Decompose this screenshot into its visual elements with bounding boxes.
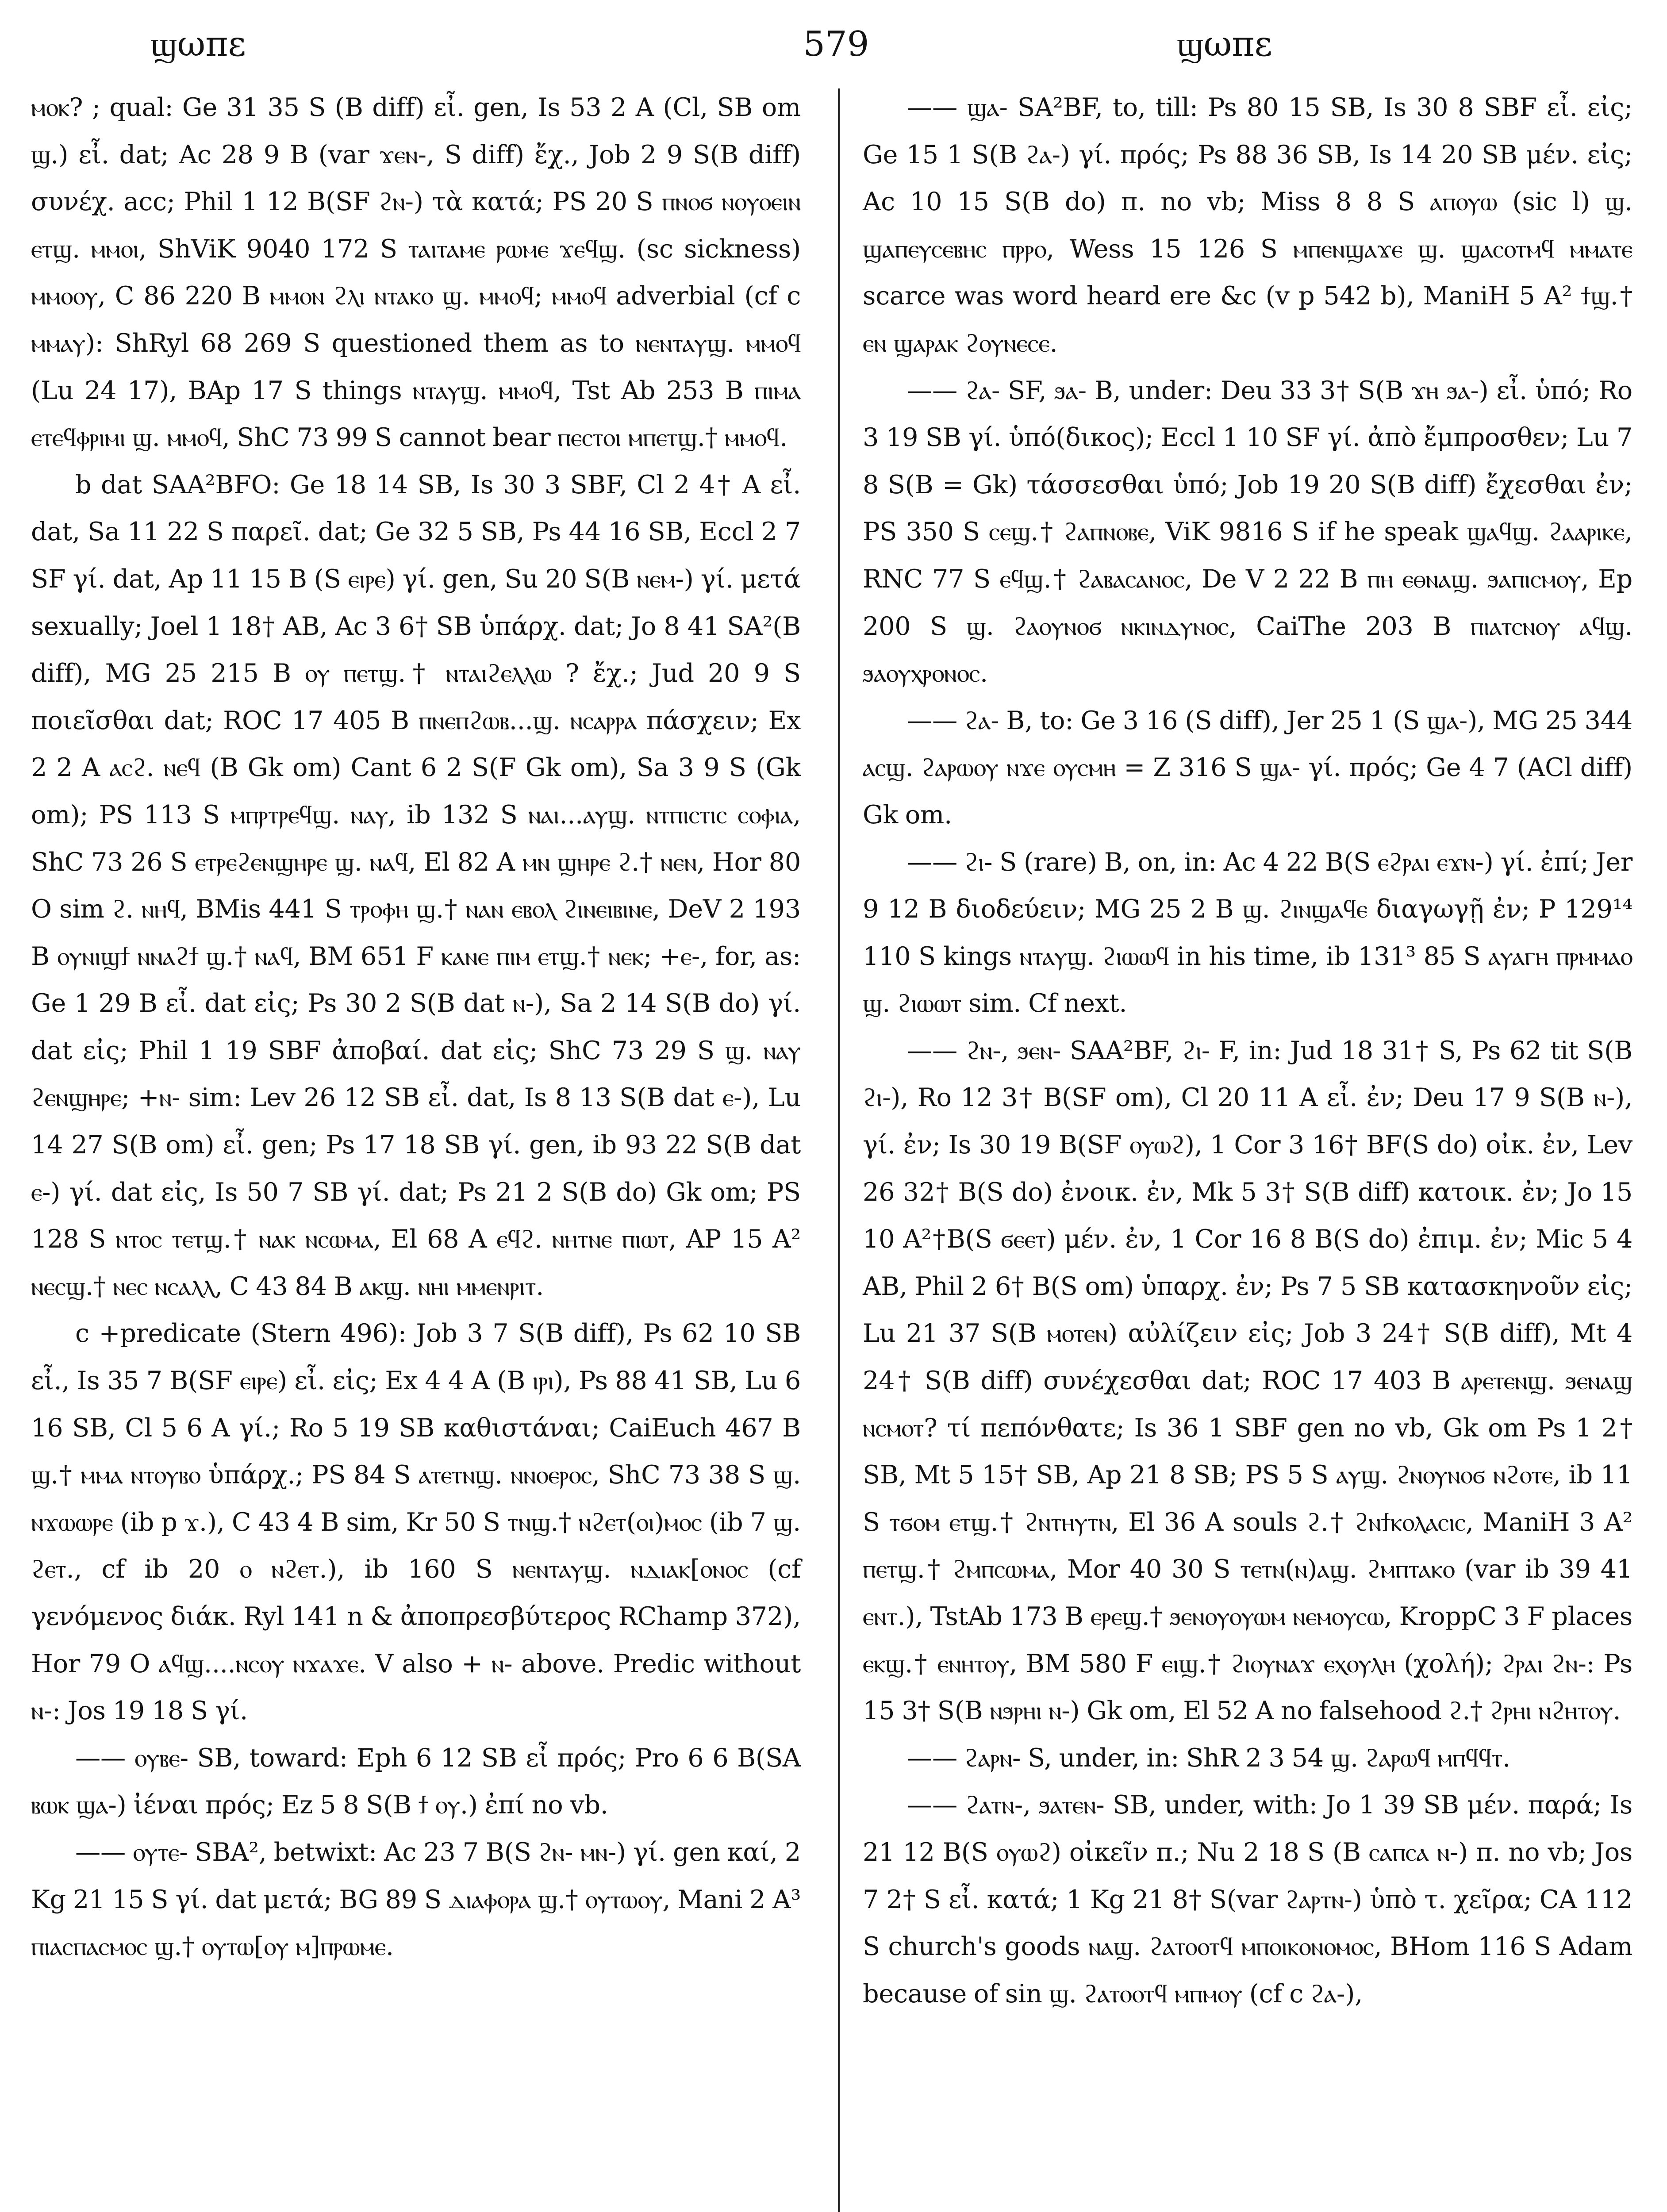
entry-paragraph: c +predicate (Stern 496): Job 3 7 S(B diff), Ps 62 10 SB εἶ., Is 35 7 B(SF ⲉⲓⲣⲉ) εἶ. εἰς; Ex 4 4 A (B ⲓⲣⲓ), Ps 88 41 SB, Lu 6 16 SB, Cl 5 6 A γί.; Ro 5 19 SB καθιστάναι; CaiEuch 467 B ϣ.† ⲙⲙⲁ ⲛⲧⲟⲩⲃⲟ ὑπάρχ.; PS 84 S ⲁⲧⲉⲧⲛϣ. ⲛⲛⲟⲉⲣⲟⲥ, ShC 73 38 S ϣ. ⲛϫⲱⲱⲣⲉ (ib p ϫ.), C 43 4 B sim, Kr 50 S ⲧⲛϣ.† ⲛϩⲉⲧ(ⲟⲓ)ⲙⲟⲥ (ib 7 ϣ. ϩⲉⲧ., cf ib 20 ⲟ ⲛϩⲉⲧ.), ib 160 S ⲛⲉⲛⲧⲁⲩϣ. ⲛⲇⲓⲁⲕ[ⲟⲛⲟⲥ (cf γενόμενος διάκ. Ryl 141 n & ἀποπρεσβύτερος RChamp 372), Hor 79 O ⲁϥϣ....ⲛⲥⲟⲩ ⲛϫⲁϫⲉ. V also + ⲛ- above. Predic without ⲛ-: Jos 19 18 S γί. <box>31 1318 801 1726</box>
column-divider <box>838 88 840 2212</box>
entry-paragraph: —— ϩⲁ- B, to: Ge 3 16 (S diff), Jer 25 1 (S ϣⲁ-), MG 25 344 ⲁⲥϣ. ϩⲁⲣⲱⲟⲩ ⲛϫⲉ ⲟⲩⲥⲙⲏ = Z 316 S ϣⲁ- γί. πρός; Ge 4 7 (ACl diff) Gk om. <box>863 705 1632 830</box>
entry-paragraph: —— ⲟⲩⲃⲉ- SB, toward: Eph 6 12 SB εἶ πρός; Pro 6 6 B(SA ⲃⲱⲕ ϣⲁ-) ἰέναι πρός; Ez 5 8 S(B ϯ ⲟⲩ.) ἐπί no vb. <box>31 1743 801 1820</box>
entry-paragraph: —— ϩⲓ- S (rare) B, on, in: Ac 4 22 B(S ⲉϩⲣⲁⲓ ⲉϫⲛ-) γί. ἐπί; Jer 9 12 B διοδεύειν; MG 25 2 B ϣ. ϩⲓⲛϣⲁϥⲉ διαγωγῇ ἐν; P 129¹⁴ 110 S kings ⲛⲧⲁⲩϣ. ϩⲓⲱⲱϥ in his time, ib 131³ 85 S ⲁⲩⲁⲅⲏ ⲡⲣⲙⲙⲁⲟ ϣ. ϩⲓⲱⲱⲧ sim. Cf next. <box>863 847 1632 1018</box>
right-column <box>863 84 1632 2017</box>
entry-paragraph: —— ϩⲁ- SF, ϧⲁ- B, under: Deu 33 3† S(B ϫⲏ ϧⲁ-) εἶ. ὑπό; Ro 3 19 SB γί. ὑπό(δικος); Eccl 1 10 SF γί. ἀπὸ ἔμπροσθεν; Lu 7 8 S(B = Gk) τάσσεσθαι ὑπό; Job 19 20 S(B diff) ἔχεσθαι ἐν; PS 350 S ⲥⲉϣ.† ϩⲁⲡⲛⲟⲃⲉ, ViK 9816 S if he speak ϣⲁϥϣ. ϩⲁⲁⲣⲓⲕⲉ, RNC 77 S ⲉϥϣ.† ϩⲁⲃⲁⲥⲁⲛⲟⲥ, De V 2 22 B ⲡⲏ ⲉⲑⲛⲁϣ. ϧⲁⲡⲓⲥⲙⲟⲩ, Ep 200 S ϣ. ϩⲁⲟⲩⲛⲟϭ ⲛⲕⲓⲛⲇⲩⲛⲟⲥ, CaiThe 203 B ⲡⲓⲁⲧⲥⲛⲟⲩ ⲁϥϣ. ϧⲁⲟⲩⲭⲣⲟⲛⲟⲥ. <box>863 375 1632 688</box>
running-head-right: ϣωπε <box>1177 24 1272 64</box>
running-head-left: ϣωπε <box>150 24 246 64</box>
entry-paragraph: —— ϩⲁⲧⲛ-, ϧⲁⲧⲉⲛ- SB, under, with: Jo 1 39 SB μέν. παρά; Is 21 12 B(S ⲟⲩⲱϩ) οἰκεῖν π.; Nu 2 18 S (B ⲥⲁⲡⲥⲁ ⲛ-) π. no vb; Jos 7 2† S εἶ. κατά; 1 Kg 21 8† S(var ϩⲁⲣⲧⲛ-) ὑπὸ τ. χεῖρα; CA 112 S church's goods ⲛⲁϣ. ϩⲁⲧⲟⲟⲧϥ ⲙⲡⲟⲓⲕⲟⲛⲟⲙⲟⲥ, BHom 116 S Adam because of sin ϣ. ϩⲁⲧⲟⲟⲧϥ ⲙⲡⲙⲟⲩ (cf c ϩⲁ-), <box>863 1790 1632 2008</box>
entry-paragraph: —— ϣⲁ- SA²BF, to, till: Ps 80 15 SB, Is 30 8 SBF εἶ. εἰς; Ge 15 1 S(B ϩⲁ-) γί. πρός; Ps 88 36 SB, Is 14 20 SB μέν. εἰς; Ac 10 15 S(B do) π. no vb; Miss 8 8 S ⲁⲡⲟⲩⲱ (sic l) ϣ. ϣⲁⲡⲉⲩⲥⲉⲃⲏⲥ ⲡⲣⲣⲟ, Wess 15 126 S ⲙⲡⲉⲛϣⲁϫⲉ ϣ. ϣⲁⲥⲟⲧⲙϥ ⲙⲙⲁⲧⲉ scarce was word heard ere &c (v p 542 b), ManiH 5 A² ϯϣ.† ⲉⲛ ϣⲁⲣⲁⲕ ϩⲟⲩⲛⲉⲥⲉ. <box>863 92 1632 358</box>
entry-paragraph: —— ⲟⲩⲧⲉ- SBA², betwixt: Ac 23 7 B(S ϩⲛ- ⲙⲛ-) γί. gen καί, 2 Kg 21 15 S γί. dat μετά; BG 89 S ⲇⲓⲁⲫⲟⲣⲁ ϣ.† ⲟⲩⲧⲱⲟⲩ, Mani 2 A³ ⲡⲓⲁⲥⲡⲁⲥⲙⲟⲥ ϣ.† ⲟⲩⲧⲱ[ⲟⲩ ⲙ]ⲡⲣⲱⲙⲉ. <box>31 1837 801 1962</box>
entry-paragraph: b dat SAA²BFO: Ge 18 14 SB, Is 30 3 SBF, Cl 2 4† A εἶ. dat, Sa 11 22 S παρεῖ. dat; Ge 32 5 SB, Ps 44 16 SB, Eccl 2 7 SF γί. dat, Ap 11 15 B (S ⲉⲓⲣⲉ) γί. gen, Su 20 S(B ⲛⲉⲙ-) γί. μετά sexually; Joel 1 18† AB, Ac 3 6† SB ὑπάρχ. dat; Jo 8 41 SA²(B diff), MG 25 215 B ⲟⲩ ⲡⲉⲧϣ.† ⲛⲧⲁⲓϩⲉⲗⲗⲱ ? ἔχ.; Jud 20 9 S ποιεῖσθαι dat; ROC 17 405 B ⲡⲛⲉⲡϩⲱⲃ...ϣ. ⲛⲥⲁⲣⲣⲁ πάσχειν; Ex 2 2 A ⲁⲥϩ. ⲛⲉϥ (B Gk om) Cant 6 2 S(F Gk om), Sa 3 9 S (Gk om); PS 113 S ⲙⲡⲣⲧⲣⲉϥϣ. ⲛⲁⲩ, ib 132 S ⲛⲁⲓ...ⲁⲩϣ. ⲛⲧⲡⲓⲥⲧⲓⲥ ⲥⲟⲫⲓⲁ, ShC 73 26 S ⲉⲧⲣⲉϩⲉⲛϣⲏⲣⲉ ϣ. ⲛⲁϥ, El 82 A ⲙⲛ ϣⲏⲣⲉ ϩ.† ⲛⲉⲛ, Hor 80 O sim ϩ. ⲛⲏϥ, BMis 441 S ⲧⲣⲟⲫⲏ ϣ.† ⲛⲁⲛ ⲉⲃⲟⲗ ϩⲓⲛⲉⲓⲃⲓⲛⲉ, DeV 2 193 B ⲟⲩⲛⲓϣϯ ⲛⲛⲁϩϯ ϣ.† ⲛⲁϥ, BM 651 F ⲕⲁⲛⲉ ⲡⲓⲙ ⲉⲧϣ.† ⲛⲉⲕ; +ⲉ-, for, as: Ge 1 29 B εἶ. dat εἰς; Ps 30 2 S(B dat ⲛ-), Sa 2 14 S(B do) γί. dat εἰς; Phil 1 19 SBF ἀποβαί. dat εἰς; ShC 73 29 S ϣ. ⲛⲁⲩ ϩⲉⲛϣⲏⲣⲉ; +ⲛ- sim: Lev 26 12 SB εἶ. dat, Is 8 13 S(B dat ⲉ-), Lu 14 27 S(B om) εἶ. gen; Ps 17 18 SB γί. gen, ib 93 22 S(B dat ⲉ-) γί. dat εἰς, Is 50 7 SB γί. dat; Ps 21 2 S(B do) Gk om; PS 128 S ⲛⲧⲟⲥ ⲧⲉⲧϣ.† ⲛⲁⲕ ⲛⲥⲱⲙⲁ, El 68 A ⲉϥϩ. ⲛⲏⲧⲛⲉ ⲡⲓⲱⲧ, AP 15 A² ⲛⲉⲥϣ.† ⲛⲉⲥ ⲛⲥⲁⲗⲗ, C 43 84 B ⲁⲕϣ. ⲛⲏⲓ ⲙⲙⲉⲛⲣⲓⲧ. <box>31 469 801 1301</box>
entry-paragraph: —— ϩⲛ-, ϧⲉⲛ- SAA²BF, ϩⲓ- F, in: Jud 18 31† S, Ps 62 tit S(B ϩⲓ-), Ro 12 3† B(SF om), Cl 20 11 A εἶ. ἐν; Deu 17 9 S(B ⲛ-), γί. ἐν; Is 30 19 B(SF ⲟⲩⲱϩ), 1 Cor 3 16† BF(S do) οἰκ. ἐν, Lev 26 32† B(S do) ἐνοικ. ἐν, Mk 5 3† S(B diff) κατοικ. ἐν; Jo 15 10 A²†B(S ϭⲉⲉⲧ) μέν. ἐν, 1 Cor 16 8 B(S do) ἐπιμ. ἐν; Mic 5 4 AB, Phil 2 6† B(S om) ὑπαρχ. ἐν; Ps 7 5 SB κατασκηνοῦν εἰς; Lu 21 37 S(B ⲙⲟⲧⲉⲛ) αὐλίζειν εἰς; Job 3 24† S(B diff), Mt 4 24† S(B diff) συνέχεσθαι dat; ROC 17 403 B ⲁⲣⲉⲧⲉⲛϣ. ϧⲉⲛⲁϣ ⲛⲥⲙⲟⲧ? τί πεπόνθατε; Is 36 1 SBF gen no vb, Gk om Ps 1 2† SB, Mt 5 15† SB, Ap 21 8 SB; PS 5 S ⲁⲩϣ. ϩⲛⲟⲩⲛⲟϭ ⲛϩⲟⲧⲉ, ib 11 S ⲧϭⲟⲙ ⲉⲧϣ.† ϩⲛⲧⲏⲩⲧⲛ, El 36 A souls ϩ.† ϩⲛϯⲕⲟⲗⲁⲥⲓⲥ, ManiH 3 A² ⲡⲉⲧϣ.† ϩⲙⲡⲥⲱⲙⲁ, Mor 40 30 S ⲧⲉⲧⲛ(ⲛ)ⲁϣ. ϩⲙⲡⲧⲁⲕⲟ (var ib 39 41 ⲉⲛⲧ.), TstAb 173 B ⲉⲣⲉϣ.† ϧⲉⲛⲟⲩⲟⲩⲱⲙ ⲛⲉⲙⲟⲩⲥⲱ, KroppC 3 F places ⲉⲕϣ.† ⲉⲛⲏⲧⲟⲩ, BM 580 F ⲉⲓϣ.† ϩⲓⲟⲩⲛⲁϫ ⲉⲭⲟⲩⲗⲏ (χολή); ϩⲣⲁⲓ ϩⲛ-: Ps 15 3† S(B ⲛϧⲣⲏⲓ ⲛ-) Gk om, El 52 A no falsehood ϩ.† ϩⲣⲏⲓ ⲛϩⲏⲧⲟⲩ. <box>863 1035 1632 1726</box>
entry-paragraph: —— ϩⲁⲣⲛ- S, under, in: ShR 2 3 54 ϣ. ϩⲁⲣⲱϥ ⲙⲡϥϥⲧ. <box>907 1743 1510 1773</box>
left-column <box>31 84 801 1970</box>
entry-paragraph: ⲙⲟⲕ? ; qual: Ge 31 35 S (B diff) εἶ. gen, Is 53 2 A (Cl, SB om ϣ.) εἶ. dat; Ac 28 9 B (var ϫⲉⲛ-, S diff) ἔχ., Job 2 9 S(B diff) συνέχ. acc; Phil 1 12 B(SF ϩⲛ-) τὰ κατά; PS 20 S ⲡⲛⲟϭ ⲛⲟⲩⲟⲉⲓⲛ ⲉⲧϣ. ⲙⲙⲟⲓ, ShViK 9040 172 S ⲧⲁⲓⲧⲁⲙⲉ ⲣⲱⲙⲉ ϫⲉϥϣ. (sc sickness) ⲙⲙⲟⲟⲩ, C 86 220 B ⲙⲙⲟⲛ ϩⲗⲓ ⲛⲧⲁⲕⲟ ϣ. ⲙⲙⲟϥ; ⲙⲙⲟϥ adverbial (cf c ⲙⲙⲁⲩ): ShRyl 68 269 S questioned them as to ⲛⲉⲛⲧⲁⲩϣ. ⲙⲙⲟϥ (Lu 24 17), BAp 17 S things ⲛⲧⲁⲩϣ. ⲙⲙⲟϥ, Tst Ab 253 B ⲡⲓⲙⲁ ⲉⲧⲉϥⲫⲣⲓⲙⲓ ϣ. ⲙⲙⲟϥ, ShC 73 99 S cannot bear ⲡⲉⲥⲧⲟⲓ ⲙⲡⲉⲧϣ.† ⲙⲙⲟϥ. <box>31 92 801 453</box>
page-number: 579 <box>803 24 869 64</box>
